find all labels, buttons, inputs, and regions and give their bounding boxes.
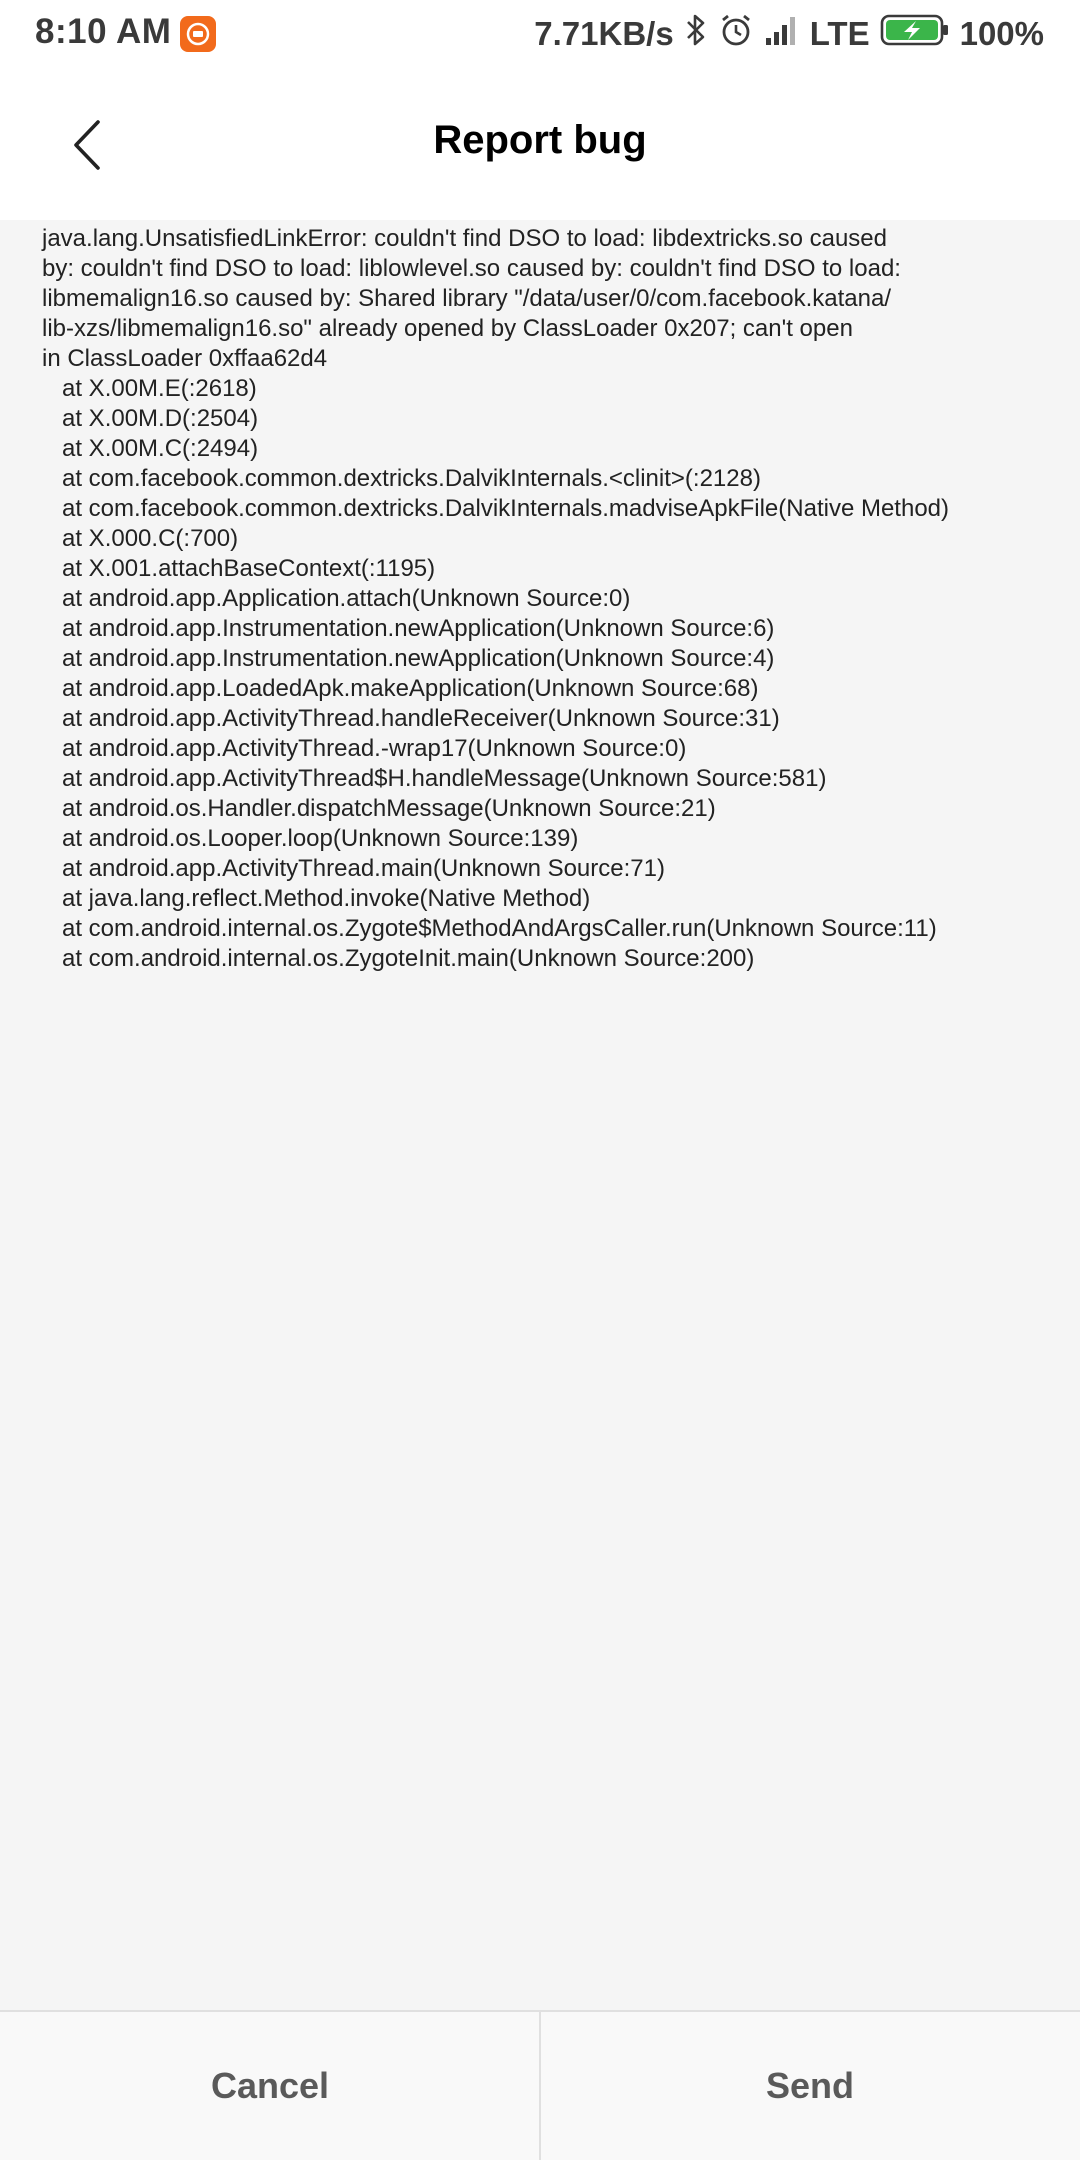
page-title: Report bug	[433, 118, 647, 162]
status-bar	[0, 0, 1080, 68]
stack-trace-line: at java.lang.reflect.Method.invoke(Native Method)	[62, 885, 591, 912]
stack-trace-line: at com.android.internal.os.Zygote$MethodAndArgsCaller.run(Unknown Source:11)	[62, 915, 937, 942]
cancel-button[interactable]: Cancel	[210, 2065, 330, 2106]
stack-trace-line: at android.app.Instrumentation.newApplication(Unknown Source:6)	[62, 615, 775, 642]
stack-trace-line: at android.app.ActivityThread.-wrap17(Unknown Source:0)	[62, 735, 687, 762]
error-message-line: libmemalign16.so caused by: Shared library "/data/user/0/com.facebook.katana/	[42, 285, 891, 312]
stack-trace-line: at android.app.Instrumentation.newApplication(Unknown Source:4)	[62, 645, 775, 672]
stack-trace-line: at android.app.LoadedApk.makeApplication(Unknown Source:68)	[62, 675, 759, 702]
stack-trace-line: at com.facebook.common.dextricks.DalvikInternals.<clinit>(:2128)	[62, 465, 761, 492]
stack-trace-line: at android.app.Application.attach(Unknown Source:0)	[62, 585, 631, 612]
mi-app-icon	[180, 16, 216, 52]
stack-trace-line: at X.001.attachBaseContext(:1195)	[62, 555, 436, 582]
stack-trace-line: at X.00M.E(:2618)	[62, 375, 257, 402]
network-type: LTE	[809, 15, 870, 52]
error-log	[42, 224, 1052, 974]
stack-trace-line: at android.os.Looper.loop(Unknown Source:139)	[62, 825, 579, 852]
app-header	[0, 68, 1080, 220]
stack-trace-line: at com.android.internal.os.ZygoteInit.main(Unknown Source:200)	[62, 945, 755, 972]
signal-icon	[764, 14, 800, 54]
send-button[interactable]: Send	[765, 2065, 854, 2106]
stack-trace-line: at X.000.C(:700)	[62, 525, 239, 552]
stack-trace-line: at com.facebook.common.dextricks.DalvikInternals.madviseApkFile(Native Method)	[62, 495, 950, 522]
error-message-line: in ClassLoader 0xffaa62d4	[42, 345, 328, 372]
error-report-content[interactable]	[0, 220, 1080, 2010]
bluetooth-icon	[684, 13, 708, 55]
net-speed: 7.71KB/s	[534, 15, 674, 52]
stack-trace-line: at android.app.ActivityThread.main(Unknown Source:71)	[62, 855, 665, 882]
stack-trace-line: at X.00M.C(:2494)	[62, 435, 259, 462]
stack-trace-line: at X.00M.D(:2504)	[62, 405, 259, 432]
stack-trace-line: at android.os.Handler.dispatchMessage(Unknown Source:21)	[62, 795, 716, 822]
error-message-line: by: couldn't find DSO to load: liblowlevel.so caused by: couldn't find DSO to load:	[42, 255, 901, 282]
status-time: 8:10 AM	[35, 12, 172, 51]
battery-charging-icon	[880, 13, 950, 55]
stack-trace-line: at android.app.ActivityThread.handleReceiver(Unknown Source:31)	[62, 705, 780, 732]
error-message-line: java.lang.UnsatisfiedLinkError: couldn't find DSO to load: libdextricks.so caused	[42, 225, 888, 252]
error-message-line: lib-xzs/libmemalign16.so" already opened by ClassLoader 0x207; can't open	[42, 315, 853, 342]
stack-trace-line: at android.app.ActivityThread$H.handleMessage(Unknown Source:581)	[62, 765, 827, 792]
action-bar	[0, 2010, 1080, 2160]
alarm-icon	[718, 12, 754, 56]
battery-level: 100%	[959, 15, 1044, 52]
